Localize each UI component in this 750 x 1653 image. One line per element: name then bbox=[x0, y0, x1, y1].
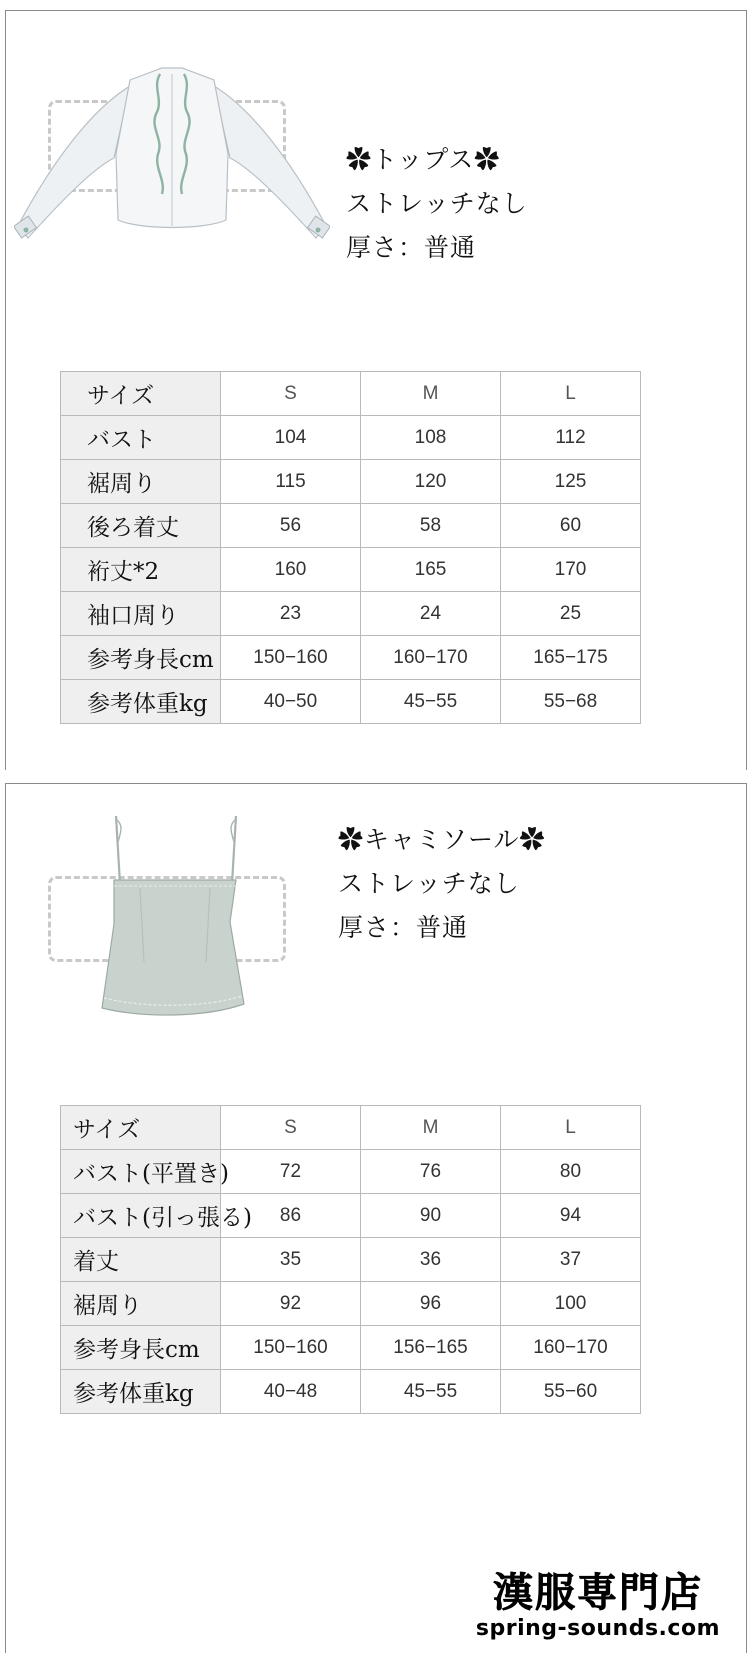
cell-l: 100 bbox=[501, 1282, 641, 1326]
cell-s: 115 bbox=[221, 460, 361, 504]
cell-l: 112 bbox=[501, 416, 641, 460]
cell-m: 108 bbox=[361, 416, 501, 460]
table-row bbox=[61, 592, 641, 636]
cell-m: 156−165 bbox=[361, 1326, 501, 1370]
table-header-row bbox=[61, 1106, 641, 1150]
table-row bbox=[61, 1150, 641, 1194]
tops-stretch: ストレッチなし bbox=[346, 189, 528, 218]
cell-l: 37 bbox=[501, 1238, 641, 1282]
table-row bbox=[61, 416, 641, 460]
cell-m: 45−55 bbox=[361, 680, 501, 724]
cell-m: 160−170 bbox=[361, 636, 501, 680]
cell-s: 150−160 bbox=[221, 1326, 361, 1370]
table-header-row bbox=[61, 372, 641, 416]
header-m: M bbox=[361, 1106, 501, 1150]
tops-thickness: 厚さ：普通 bbox=[346, 233, 477, 262]
cell-l: 55−68 bbox=[501, 680, 641, 724]
row-label: 袖口周り bbox=[61, 592, 221, 636]
row-label: バスト bbox=[61, 416, 221, 460]
row-label: 参考身長cm bbox=[61, 636, 221, 680]
cell-l: 55−60 bbox=[501, 1370, 641, 1414]
cell-s: 160 bbox=[221, 548, 361, 592]
header-size: サイズ bbox=[61, 1106, 221, 1150]
cell-m: 45−55 bbox=[361, 1370, 501, 1414]
cardigan-image bbox=[14, 58, 330, 258]
row-label: 着丈 bbox=[61, 1238, 221, 1282]
row-label: 裾周り bbox=[61, 460, 221, 504]
cell-s: 92 bbox=[221, 1282, 361, 1326]
cell-s: 86 bbox=[221, 1194, 361, 1238]
table-row bbox=[61, 1194, 641, 1238]
table-row bbox=[61, 1370, 641, 1414]
cell-m: 120 bbox=[361, 460, 501, 504]
row-label: 裾周り bbox=[61, 1282, 221, 1326]
row-label: 後ろ着丈 bbox=[61, 504, 221, 548]
cell-s: 40−50 bbox=[221, 680, 361, 724]
table-row bbox=[61, 1326, 641, 1370]
cell-m: 36 bbox=[361, 1238, 501, 1282]
cell-l: 80 bbox=[501, 1150, 641, 1194]
table-row bbox=[61, 680, 641, 724]
shop-url: spring-sounds.com bbox=[475, 1616, 720, 1641]
camisole-stretch: ストレッチなし bbox=[338, 869, 520, 898]
table-row bbox=[61, 636, 641, 680]
cell-m: 165 bbox=[361, 548, 501, 592]
cell-l: 25 bbox=[501, 592, 641, 636]
camisole-image bbox=[84, 812, 260, 1020]
cell-m: 76 bbox=[361, 1150, 501, 1194]
row-label: 参考身長cm bbox=[61, 1326, 221, 1370]
row-label: 参考体重kg bbox=[61, 1370, 221, 1414]
shop-name: 漢服専門店 bbox=[492, 1570, 703, 1616]
row-label: バスト(平置き) bbox=[61, 1150, 221, 1194]
header-size: サイズ bbox=[61, 372, 221, 416]
cell-m: 24 bbox=[361, 592, 501, 636]
cell-m: 96 bbox=[361, 1282, 501, 1326]
table-row bbox=[61, 1238, 641, 1282]
camisole-info bbox=[338, 818, 546, 950]
table-row bbox=[61, 504, 641, 548]
cell-s: 104 bbox=[221, 416, 361, 460]
cell-s: 35 bbox=[221, 1238, 361, 1282]
cell-l: 160−170 bbox=[501, 1326, 641, 1370]
row-label: 参考体重kg bbox=[61, 680, 221, 724]
camisole-title: ✿キャミソール✿ bbox=[338, 825, 546, 854]
cell-s: 56 bbox=[221, 504, 361, 548]
header-m: M bbox=[361, 372, 501, 416]
camisole-thickness: 厚さ：普通 bbox=[338, 913, 469, 942]
cell-m: 90 bbox=[361, 1194, 501, 1238]
cell-l: 125 bbox=[501, 460, 641, 504]
table-row bbox=[61, 548, 641, 592]
header-s: S bbox=[221, 1106, 361, 1150]
cell-s: 23 bbox=[221, 592, 361, 636]
cell-s: 150−160 bbox=[221, 636, 361, 680]
cell-l: 94 bbox=[501, 1194, 641, 1238]
cell-l: 170 bbox=[501, 548, 641, 592]
cell-s: 72 bbox=[221, 1150, 361, 1194]
tops-info bbox=[346, 138, 528, 270]
table-row bbox=[61, 460, 641, 504]
cell-m: 58 bbox=[361, 504, 501, 548]
shop-watermark bbox=[476, 1570, 720, 1642]
header-l: L bbox=[501, 372, 641, 416]
tops-size-table bbox=[60, 371, 641, 724]
row-label: バスト(引っ張る) bbox=[61, 1194, 221, 1238]
camisole-size-table bbox=[60, 1105, 641, 1414]
row-label: 裄丈*2 bbox=[61, 548, 221, 592]
cell-l: 60 bbox=[501, 504, 641, 548]
header-s: S bbox=[221, 372, 361, 416]
cell-l: 165−175 bbox=[501, 636, 641, 680]
table-row bbox=[61, 1282, 641, 1326]
header-l: L bbox=[501, 1106, 641, 1150]
tops-title: ✿トップス✿ bbox=[346, 145, 501, 174]
cell-s: 40−48 bbox=[221, 1370, 361, 1414]
